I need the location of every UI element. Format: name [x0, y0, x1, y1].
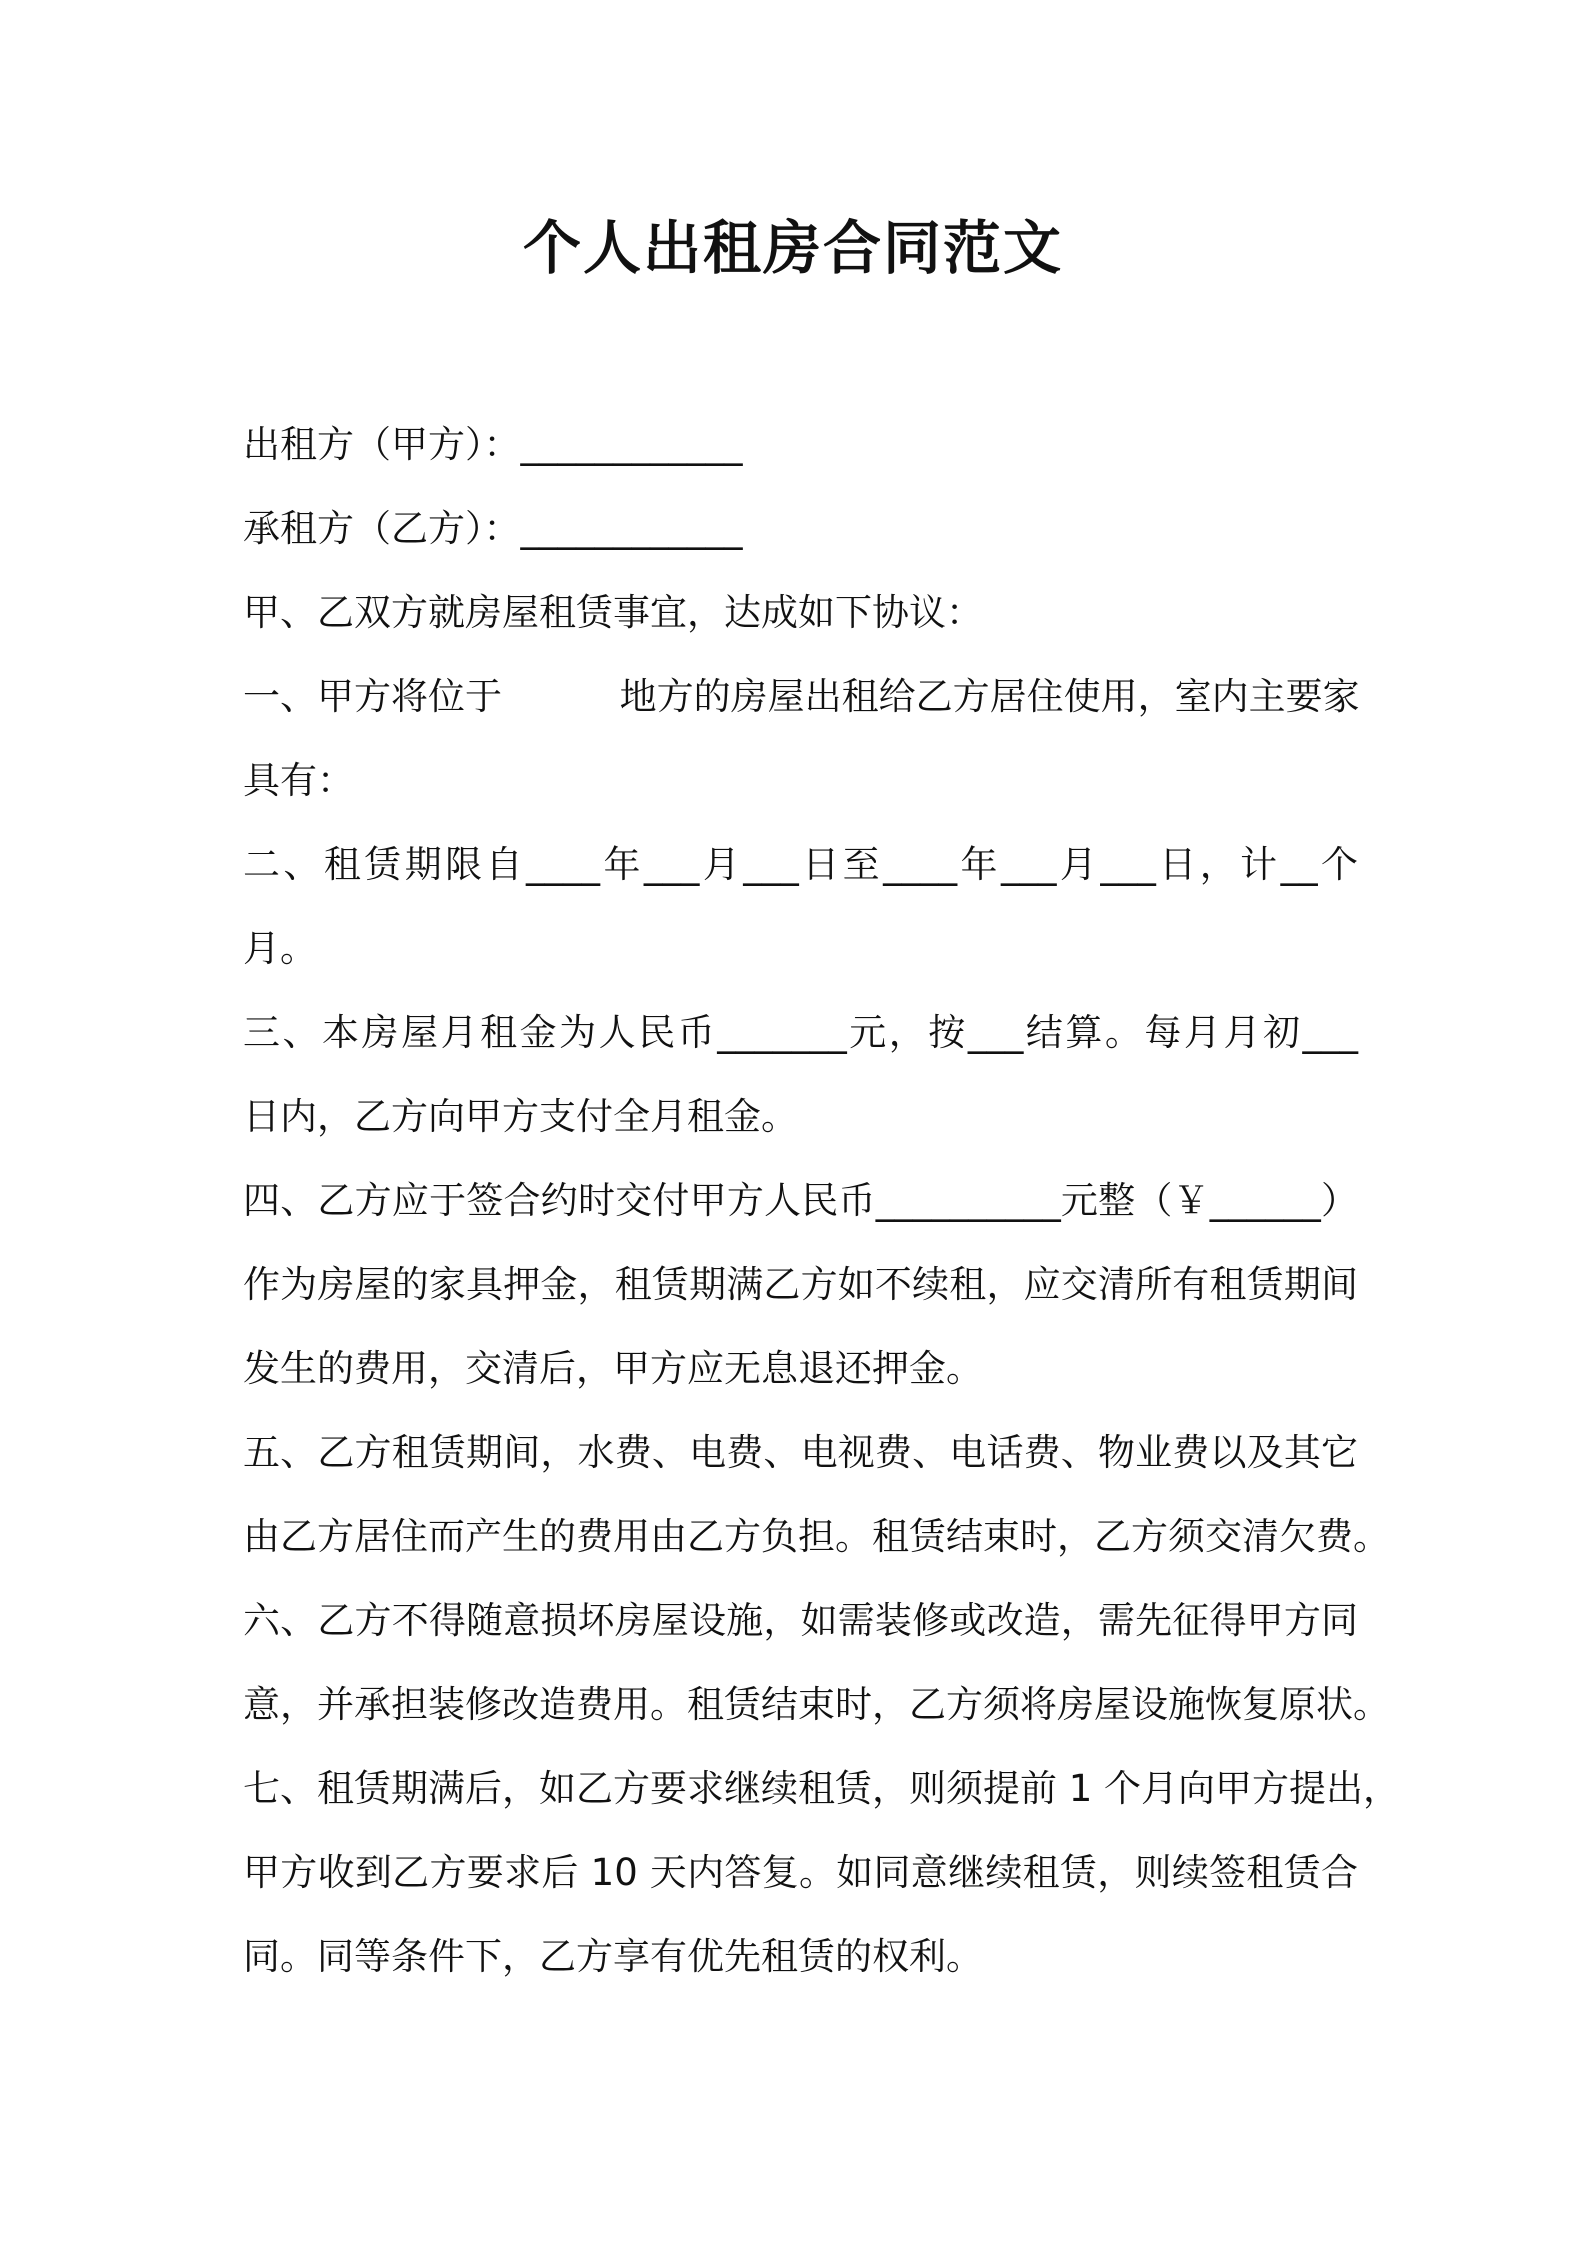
agreement-intro: 甲、乙双方就房屋租赁事宜，达成如下协议： [243, 591, 983, 634]
document-title: 个人出租房合同范文 [522, 214, 1063, 282]
clause-7-line-2: 甲方收到乙方要求后 10 天内答复。如同意继续租赁，则续签租赁合 [243, 1851, 1358, 1894]
clause-6-line-1: 六、乙方不得随意损坏房屋设施，如需装修或改造，需先征得甲方同 [243, 1599, 1358, 1642]
clause-1-line-2: 具有： [243, 759, 354, 802]
clause-3-line-1: 三、本房屋月租金为人民币_______元，按___结算。每月月初___ [243, 1011, 1358, 1054]
clause-5-line-1: 五、乙方租赁期间，水费、电费、电视费、电话费、物业费以及其它 [243, 1431, 1358, 1474]
clause-6-line-2: 意，并承担装修改造费用。租赁结束时，乙方须将房屋设施恢复原状。 [243, 1683, 1390, 1726]
clause-5-line-2: 由乙方居住而产生的费用由乙方负担。租赁结束时，乙方须交清欠费。 [243, 1515, 1390, 1558]
lessee-line: 承租方（乙方）：____________ [243, 507, 743, 550]
clause-4-line-3: 发生的费用，交清后，甲方应无息退还押金。 [243, 1347, 983, 1390]
clause-2-line-2: 月。 [243, 927, 317, 970]
clause-4-line-2: 作为房屋的家具押金，租赁期满乙方如不续租，应交清所有租赁期间 [243, 1263, 1358, 1306]
clause-1-line-1: 一、甲方将位于 地方的房屋出租给乙方居住使用，室内主要家 [243, 675, 1360, 718]
clause-7-line-3: 同。同等条件下，乙方享有优先租赁的权利。 [243, 1935, 983, 1978]
clause-7-line-1: 七、租赁期满后，如乙方要求继续租赁，则须提前 1 个月向甲方提出， [243, 1767, 1401, 1810]
contract-body [243, 403, 1401, 1999]
clause-2-line-1: 二、租赁期限自____年___月___日至____年___月___日，计__个 [243, 843, 1358, 886]
lessor-line: 出租方（甲方）：____________ [243, 423, 743, 466]
clause-4-line-1: 四、乙方应于签合约时交付甲方人民币__________元整（￥______） [243, 1179, 1358, 1222]
clause-3-line-2: 日内，乙方向甲方支付全月租金。 [243, 1095, 798, 1138]
